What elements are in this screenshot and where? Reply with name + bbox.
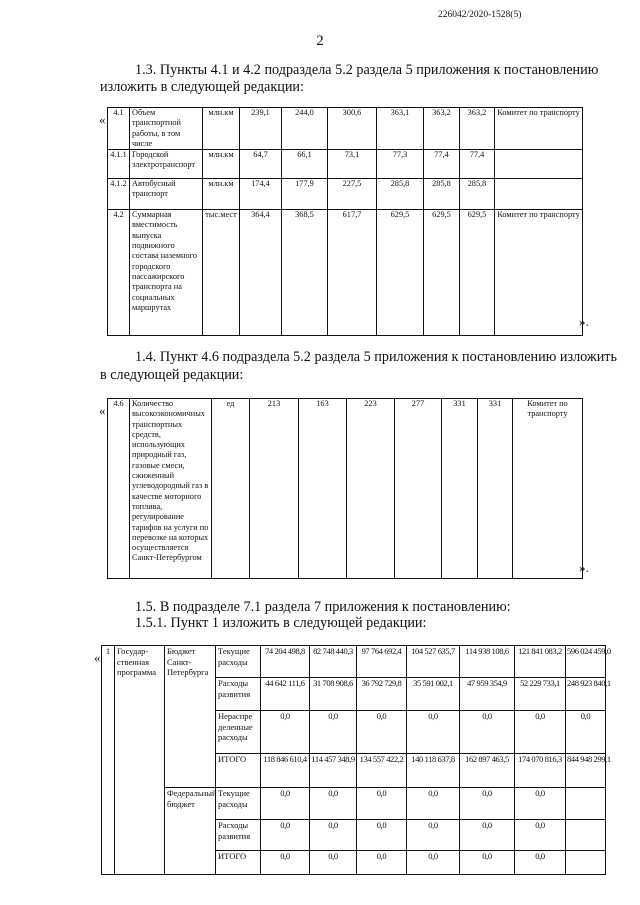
- indicator-name: Городской электротранспорт: [130, 150, 203, 179]
- value-cell: 104 527 635,7: [407, 646, 460, 678]
- value-cell: 629,5: [460, 210, 495, 336]
- value-cell: 285,8: [377, 179, 424, 210]
- responsible: Комитет по транспорту: [495, 210, 583, 336]
- funding-source: Бюджет Санкт-Петербурга: [165, 646, 216, 788]
- table-row: [102, 788, 606, 820]
- funding-source: Федеральный бюджет: [165, 788, 216, 875]
- value-cell: 0,0: [357, 820, 407, 851]
- value-cell: 44 642 111,6: [261, 678, 310, 711]
- indicator-name: Количество высокоэкономичных транспортных средств, использующих природный газ, газовые смеси, сжиженный углеводородный газ в качестве моторного топлива, регулирование тарифов на услуги по перевозке на которых осуществляется Санкт-Петербургом: [130, 399, 212, 579]
- value-cell: 227,5: [328, 179, 377, 210]
- value-cell: 364,4: [240, 210, 282, 336]
- para-1-5-1: 1.5.1. Пункт 1 изложить в следующей редакции:: [135, 615, 427, 631]
- row-number: 4.1.1: [108, 150, 130, 179]
- unit: млн.км: [203, 179, 240, 210]
- value-cell: 31 708 908,6: [310, 678, 357, 711]
- empty-cell: [566, 820, 606, 851]
- responsible: Комитет по транспорту: [495, 108, 583, 150]
- value-cell: 0,0: [515, 788, 566, 820]
- value-cell: 174,4: [240, 179, 282, 210]
- quote-open: «: [94, 650, 101, 665]
- value-cell: 0,0: [261, 820, 310, 851]
- value-cell: 368,5: [282, 210, 328, 336]
- para-1-3-line2: изложить в следующей редакции:: [100, 79, 304, 95]
- table-row: [108, 210, 583, 336]
- value-cell: 0,0: [407, 851, 460, 875]
- expense-type: ИТОГО: [216, 851, 261, 875]
- value-cell: 0,0: [515, 851, 566, 875]
- value-cell: 0,0: [460, 788, 515, 820]
- value-cell: 0,0: [261, 788, 310, 820]
- table-row: [108, 179, 583, 210]
- value-cell: 114 938 108,6: [460, 646, 515, 678]
- value-cell: 0,0: [310, 711, 357, 754]
- value-cell: 0,0: [515, 711, 566, 754]
- value-cell: 248 923 840,1: [566, 678, 606, 711]
- value-cell: 73,1: [328, 150, 377, 179]
- value-cell: 35 591 002,1: [407, 678, 460, 711]
- value-cell: 0,0: [310, 851, 357, 875]
- value-cell: 121 841 083,2: [515, 646, 566, 678]
- para-1-4-line1: 1.4. Пункт 4.6 подраздела 5.2 раздела 5 приложения к постановлению изложить: [135, 349, 617, 365]
- value-cell: 244,0: [282, 108, 328, 150]
- value-cell: 36 792 729,8: [357, 678, 407, 711]
- program-name: Государ-ственная программа: [115, 646, 165, 875]
- value-cell: 77,3: [377, 150, 424, 179]
- value-cell: 331: [478, 399, 513, 579]
- value-cell: 596 024 459,0: [566, 646, 606, 678]
- value-cell: 844 948 299,1: [566, 754, 606, 788]
- value-cell: 0,0: [261, 851, 310, 875]
- value-cell: 0,0: [310, 820, 357, 851]
- row-number: 4.1.2: [108, 179, 130, 210]
- value-cell: 64,7: [240, 150, 282, 179]
- unit: ед: [212, 399, 250, 579]
- value-cell: 114 457 348,9: [310, 754, 357, 788]
- unit: млн.км: [203, 108, 240, 150]
- value-cell: 118 846 610,4: [261, 754, 310, 788]
- value-cell: 97 764 692,4: [357, 646, 407, 678]
- responsible: [495, 150, 583, 179]
- responsible: Комитет по транспорту: [513, 399, 583, 579]
- document-number: 226042/2020-1528(5): [438, 10, 522, 20]
- row-number: 4.6: [108, 399, 130, 579]
- expense-type: Текущие расходы: [216, 646, 261, 678]
- value-cell: 363,2: [460, 108, 495, 150]
- value-cell: 66,1: [282, 150, 328, 179]
- para-1-5: 1.5. В подразделе 7.1 раздела 7 приложения к постановлению:: [135, 599, 511, 615]
- value-cell: 0,0: [310, 788, 357, 820]
- unit: тыс.мест: [203, 210, 240, 336]
- value-cell: 134 557 422,2: [357, 754, 407, 788]
- indicator-name: Суммарная вместимость выпуска подвижного состава наземного городского пассажирского транспорта на социальных маршрутах: [130, 210, 203, 336]
- value-cell: 163: [299, 399, 347, 579]
- value-cell: 617,7: [328, 210, 377, 336]
- value-cell: 0,0: [357, 851, 407, 875]
- value-cell: 285,8: [460, 179, 495, 210]
- table-row: [108, 399, 583, 579]
- value-cell: 285,8: [424, 179, 460, 210]
- indicator-name: Автобусный транспорт: [130, 179, 203, 210]
- expense-type: Расходы развития: [216, 820, 261, 851]
- expense-type: Нераспре деленные расходы: [216, 711, 261, 754]
- quote-open: «: [99, 112, 106, 127]
- value-cell: 0,0: [407, 820, 460, 851]
- empty-cell: [566, 851, 606, 875]
- value-cell: 363,2: [424, 108, 460, 150]
- expense-type: Расходы развития: [216, 678, 261, 711]
- value-cell: 239,1: [240, 108, 282, 150]
- value-cell: 74 204 498,8: [261, 646, 310, 678]
- value-cell: 0,0: [261, 711, 310, 754]
- row-number: 1: [102, 646, 115, 875]
- value-cell: 0,0: [515, 820, 566, 851]
- table-row: [108, 108, 583, 150]
- value-cell: 629,5: [377, 210, 424, 336]
- expense-type: ИТОГО: [216, 754, 261, 788]
- value-cell: 177,9: [282, 179, 328, 210]
- value-cell: 331: [442, 399, 478, 579]
- indicators-table-2: [107, 398, 583, 579]
- empty-cell: [566, 788, 606, 820]
- value-cell: 300,6: [328, 108, 377, 150]
- quote-open: «: [99, 403, 106, 418]
- unit: млн.км: [203, 150, 240, 179]
- para-1-3-line1: 1.3. Пункты 4.1 и 4.2 подраздела 5.2 раздела 5 приложения к постановлению: [135, 62, 599, 78]
- expense-type: Текущие расходы: [216, 788, 261, 820]
- table-row: [108, 150, 583, 179]
- value-cell: 77,4: [460, 150, 495, 179]
- value-cell: 82 748 440,3: [310, 646, 357, 678]
- value-cell: 174 070 816,3: [515, 754, 566, 788]
- value-cell: 77,4: [424, 150, 460, 179]
- row-number: 4.2: [108, 210, 130, 336]
- value-cell: 0,0: [460, 711, 515, 754]
- table-row: [102, 646, 606, 678]
- quote-close: ».: [579, 560, 589, 575]
- value-cell: 0,0: [566, 711, 606, 754]
- page-number: 2: [316, 33, 324, 49]
- value-cell: 52 229 733,1: [515, 678, 566, 711]
- value-cell: 0,0: [407, 788, 460, 820]
- value-cell: 223: [347, 399, 395, 579]
- row-number: 4.1: [108, 108, 130, 150]
- value-cell: 363,1: [377, 108, 424, 150]
- value-cell: 0,0: [407, 711, 460, 754]
- value-cell: 47 959 354,9: [460, 678, 515, 711]
- value-cell: 0,0: [460, 820, 515, 851]
- indicator-name: Объем транспортной работы, в том числе: [130, 108, 203, 150]
- indicators-table-1: [107, 107, 583, 336]
- quote-close: ».: [579, 314, 589, 329]
- value-cell: 213: [250, 399, 299, 579]
- para-1-4-line2: в следующей редакции:: [100, 367, 244, 383]
- financing-table: [101, 645, 611, 875]
- value-cell: 277: [395, 399, 442, 579]
- value-cell: 140 118 637,8: [407, 754, 460, 788]
- value-cell: 0,0: [357, 711, 407, 754]
- value-cell: 0,0: [460, 851, 515, 875]
- value-cell: 162 897 463,5: [460, 754, 515, 788]
- responsible: [495, 179, 583, 210]
- value-cell: 629,5: [424, 210, 460, 336]
- value-cell: 0,0: [357, 788, 407, 820]
